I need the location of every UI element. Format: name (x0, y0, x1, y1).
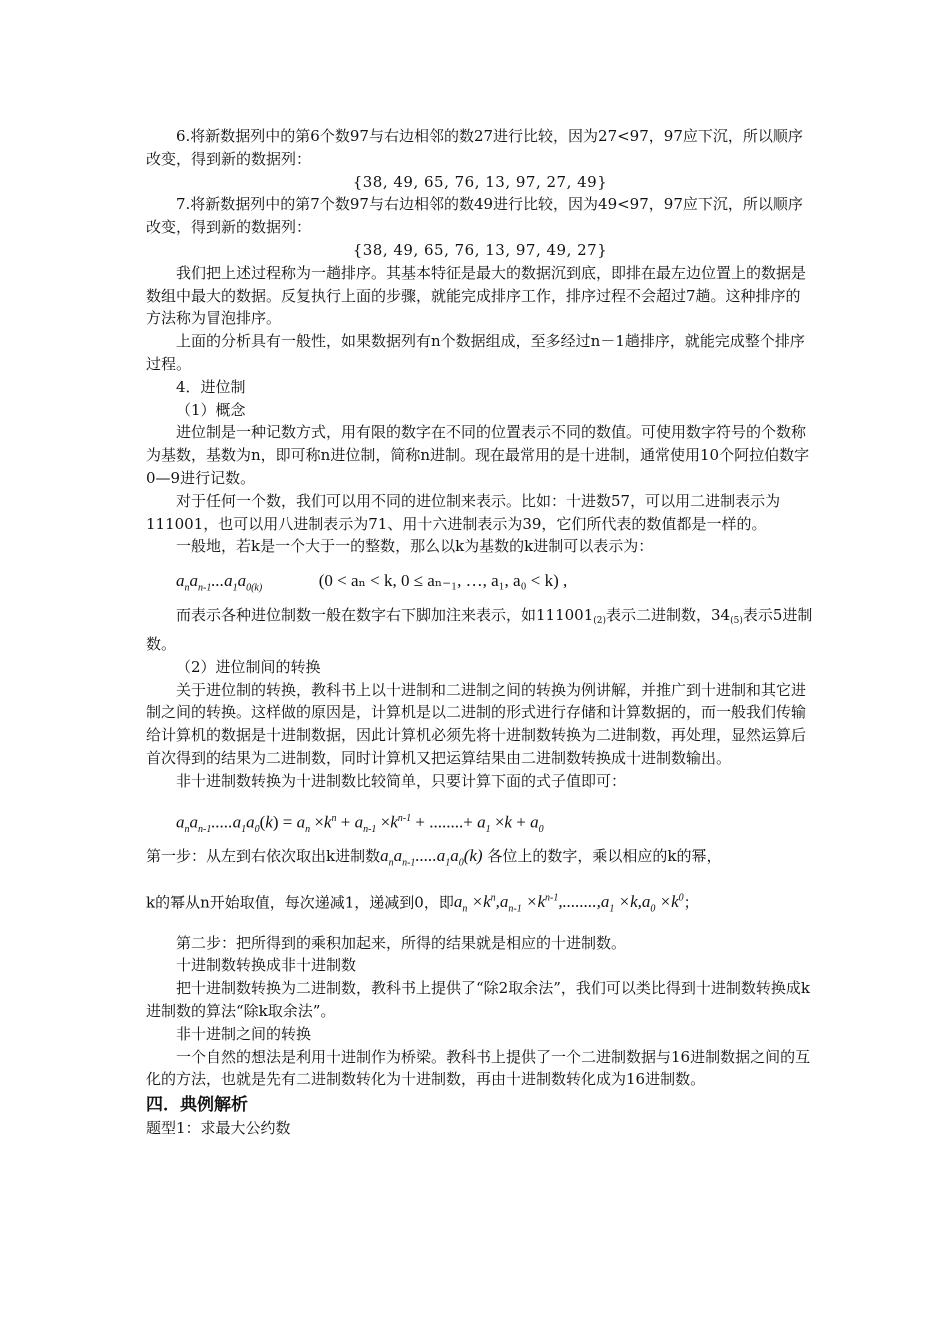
step7-paragraph: 7.将新数据列中的第7个数97与右边相邻的数49进行比较，因为49<97，97应下沉，所以顺序改变，得到新的数据列： (146, 195, 803, 237)
subsection-conversion-title: （2）进位制间的转换 (176, 657, 321, 676)
decimal-to-nondecimal-title: 十进制数转换成非十进制数 (176, 956, 357, 975)
subscript-2: (2) (593, 616, 607, 627)
k-base-number-expression: $a_na_{n-1}...a_1a_{0(k)}$ (176, 571, 263, 594)
positional-expansion-formula: $a_na_{n-1}.....a_1a_0(k) = a_n \times k^n + a_{n-1} \times k^{n-1}$ + ........+ $a_1 \times k + a_0$ (176, 812, 544, 835)
decimal-to-nondecimal-paragraph: 把十进制数转换为二进制数，教科书上提供了“除2取余法”，我们可以类比得到十进制数转换成k进制数的算法“除k取余法”。 (146, 979, 810, 1020)
step6-paragraph: 6.将新数据列中的第6个数97与右边相邻的数27进行比较，因为27<97，97应下沉，所以顺序改变，得到新的数据列： (146, 127, 803, 168)
nondecimal-to-decimal-paragraph: 非十进制数转换为十进制数比较简单，只要计算下面的式子值即可： (176, 771, 627, 790)
step1-paragraph-line1: 第一步：从左到右依次取出k进制数$a_na_{n-1}.....a_1a_0(k)$ 各位上的数字，乘以相应的k的幂， (146, 845, 722, 868)
generally-paragraph: 一般地，若k是一个大于一的整数，那么以k为基数的k进制可以表示为： (176, 537, 654, 556)
subsection-concept-title: （1）概念 (176, 400, 246, 419)
sequence-after-step6: {38, 49, 65, 76, 13, 97, 27, 49} (352, 172, 608, 191)
step2-paragraph: 第二步：把所得到的乘积加起来，所得的结果就是相应的十进制数。 (176, 933, 627, 952)
digit-range-condition: (0 < aₙ < k, 0 ≤ aₙ₋₁, …, a₁, a₀ < k) , (318, 571, 568, 591)
conversion-paragraph: 关于进位制的转换，教科书上以十进制和二进制之间的转换为例讲解，并推广到十进制和其它进制之间的转换。这样做的原因是，计算机是以二进制的形式进行存储和计算数据的，而一般我们传输给计算机的数据是十进制数据，因此计算机必须先将十进制数转换为二进制数，再处理，显然运算后首次得到的结果为二进制数，同时计算机又把运算结果由二进制数转换成十进制数输出。 (146, 680, 807, 767)
bubble-pass-paragraph: 我们把上述过程称为一趟排序。其基本特征是最大的数据沉到底，即排在最左边位置上的数据是数组中最大的数据。反复执行上面的步骤，就能完成排序工作，排序过程不会超过7趟。这种排序的方法称为冒泡排序。 (146, 263, 807, 328)
between-nondecimal-paragraph: 一个自然的想法是利用十进制作为桥梁。教科书上提供了一个二进制数据与16进制数据之间的互化的方法，也就是先有二进制数转化为十进制数，再由十进制数转化成为16进制数。 (146, 1047, 811, 1089)
subscript-5: (5) (730, 616, 743, 627)
section-4-title: 4．进位制 (176, 377, 246, 396)
generality-paragraph: 上面的分析具有一般性，如果数据列有n个数据组成，至多经过n－1趟排序，就能完成整个排序过程。 (146, 332, 805, 373)
between-nondecimal-title: 非十进制之间的转换 (176, 1024, 312, 1043)
k-base-number-formula (176, 565, 814, 597)
example-paragraph: 对于任何一个数，我们可以用不同的进位制来表示。比如：十进数57，可以用二进制表示为111001，也可以用八进制表示为71、用十六进制表示为39，它们所代表的数值都是一样的。 (146, 491, 781, 533)
document-body (146, 125, 814, 1140)
k-base-number-inline: $a_na_{n-1}.....a_1a_0(k)$ (380, 845, 483, 868)
concept-paragraph: 进位制是一种记数方式，用有限的数字在不同的位置表示不同的数值。可使用数字符号的个数称为基数，基数为n，即可称n进位制，简称n进制。现在最常用的是十进制，通常使用10个阿拉伯数字0—9进行记数。 (146, 423, 810, 487)
question-type-1: 题型1：求最大公约数 (146, 1118, 291, 1137)
sequence-after-step7: {38, 49, 65, 76, 13, 97, 49, 27} (352, 240, 608, 259)
power-terms-inline: $a_n \times k^n,a_{n-1} \times k^{n-1},........,a_1 \times k,a_0 \times k^0$ (453, 892, 684, 915)
step1-paragraph-line2: k的幂从n开始取值，每次递减1，递减到0，即$a_n \times k^n,a_{n-1} \times k^{n-1},........,a_1 \times k,a_0 \times k^0$； (146, 892, 699, 915)
subscript-notation-paragraph: 而表示各种进位制数一般在数字右下脚加注来表示，如$111001_{(2)}$表示二进制数，$34_{(5)}$表示5进制数。 (146, 606, 813, 653)
section-heading-examples: 四．典例解析 (146, 1095, 248, 1116)
